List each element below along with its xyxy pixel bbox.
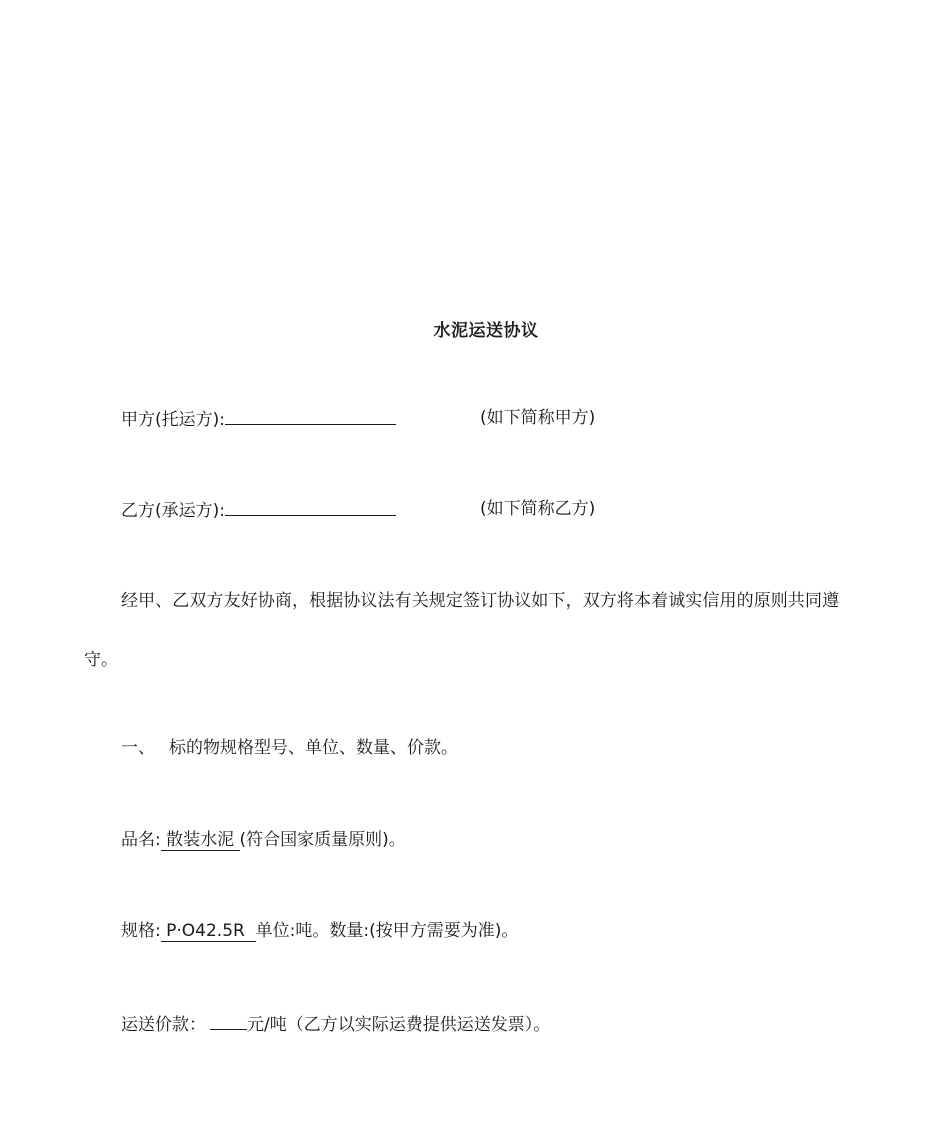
price-line [121, 1011, 550, 1037]
party-a-line [121, 406, 396, 432]
product-value: 散装水泥 [160, 830, 240, 850]
price-label: 运送价款： [121, 1015, 206, 1035]
party-b-label: 乙方(承运方): [121, 501, 225, 521]
spec-value: P·O42.5R [160, 921, 256, 941]
party-b-blank [225, 497, 396, 516]
document-title: 水泥运送协议 [433, 321, 539, 341]
section-1-number: 一、 [121, 738, 155, 758]
section-1-heading [121, 736, 458, 760]
section-1-title: 标的物规格型号、单位、数量、价款。 [169, 738, 458, 758]
spec-label: 规格: [121, 921, 161, 941]
price-suffix: 元/吨（乙方以实际运费提供运送发票）。 [247, 1015, 551, 1035]
spec-line [121, 919, 518, 943]
product-suffix: (符合国家质量原则)。 [239, 830, 406, 850]
intro-paragraph-line2: 守。 [84, 650, 118, 670]
product-label: 品名: [121, 830, 161, 850]
party-a-note: (如下简称甲方) [480, 408, 596, 428]
spec-rest: 单位:吨。数量:(按甲方需要为准)。 [255, 921, 519, 941]
product-line [121, 828, 406, 852]
party-b-line [121, 497, 396, 523]
price-blank [210, 1011, 247, 1030]
party-b-note: (如下简称乙方) [480, 499, 596, 519]
intro-paragraph-line1: 经甲、乙双方友好协商，根据协议法有关规定签订协议如下，双方将本着诚实信用的原则共同遵 [121, 591, 840, 611]
party-a-label: 甲方(托运方): [121, 410, 225, 430]
party-a-blank [225, 406, 396, 425]
